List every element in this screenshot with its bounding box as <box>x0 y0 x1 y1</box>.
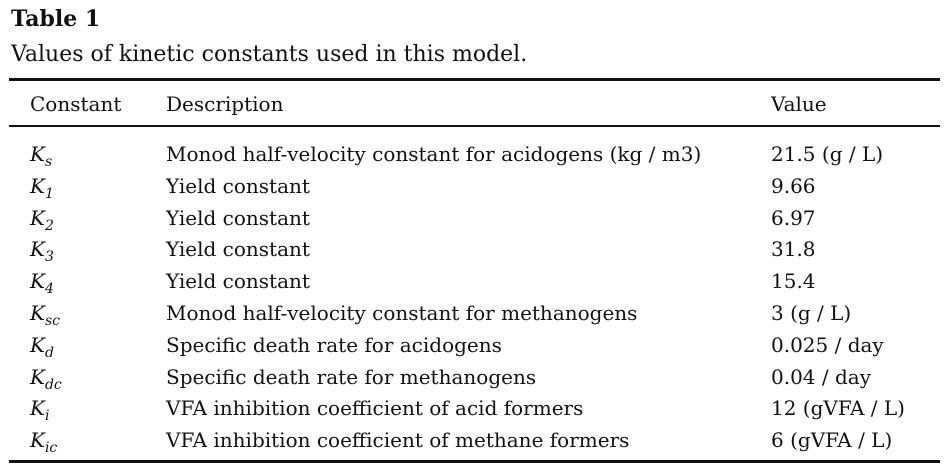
table-row <box>0 426 950 458</box>
table-body <box>0 140 950 458</box>
value-cell: 0.025 / day <box>771 332 884 357</box>
value-cell: 0.04 / day <box>771 364 872 389</box>
symbol-base: K <box>30 364 45 389</box>
value-cell: 6.97 <box>771 205 816 230</box>
bottom-rule <box>9 460 940 463</box>
description-cell: Yield constant <box>166 173 310 198</box>
constant-symbol <box>30 299 60 327</box>
table-title: Table 1 <box>11 6 101 32</box>
description-cell: VFA inhibition coefficient of methane formers <box>166 428 630 453</box>
value-cell: 12 (gVFA / L) <box>771 396 905 421</box>
value-cell: 31.8 <box>771 237 816 262</box>
value-cell: 21.5 (g / L) <box>771 142 884 166</box>
table-row <box>0 394 950 426</box>
symbol-subscript: dc <box>44 376 62 393</box>
constant-symbol <box>30 363 62 391</box>
symbol-subscript: sc <box>44 312 60 329</box>
symbol-base: K <box>30 142 45 166</box>
header-value: Value <box>771 92 827 116</box>
constant-symbol <box>30 394 50 425</box>
table-row <box>0 140 950 172</box>
table-row <box>0 363 950 395</box>
description-cell: Yield constant <box>166 269 310 294</box>
constant-symbol <box>30 331 54 359</box>
symbol-subscript: 4 <box>44 281 54 298</box>
symbol-base: K <box>30 428 45 453</box>
symbol-subscript: d <box>44 344 54 361</box>
value-cell: 3 (g / L) <box>771 300 852 325</box>
value-cell: 9.66 <box>771 173 816 198</box>
constant-symbol <box>30 235 54 266</box>
symbol-subscript: i <box>44 408 50 425</box>
symbol-base: K <box>30 300 45 325</box>
symbol-subscript: 2 <box>44 217 54 234</box>
symbol-base: K <box>30 237 45 262</box>
constant-symbol <box>30 204 54 232</box>
symbol-base: K <box>30 173 45 198</box>
table-row <box>0 172 950 204</box>
value-cell: 6 (gVFA / L) <box>771 428 893 453</box>
symbol-base: K <box>30 332 45 357</box>
header-constant: Constant <box>30 92 122 116</box>
description-cell: VFA inhibition coefficient of acid formers <box>166 396 584 421</box>
constant-symbol <box>30 140 52 168</box>
constant-symbol <box>30 267 54 298</box>
table-row <box>0 267 950 299</box>
symbol-base: K <box>30 396 45 421</box>
constant-symbol <box>30 172 54 200</box>
table-row <box>0 204 950 236</box>
table-caption: Values of kinetic constants used in this model. <box>11 42 528 67</box>
table-row <box>0 331 950 363</box>
header-description: Description <box>166 92 284 116</box>
symbol-subscript: ic <box>44 440 58 457</box>
table-row <box>0 235 950 267</box>
symbol-base: K <box>30 269 45 294</box>
table-row <box>0 299 950 331</box>
constant-symbol <box>30 426 58 457</box>
description-cell: Monod half-velocity constant for methanogens <box>166 300 638 325</box>
symbol-subscript: s <box>44 154 53 170</box>
description-cell: Specific death rate for methanogens <box>166 364 537 389</box>
description-cell: Specific death rate for acidogens <box>166 332 502 357</box>
description-cell: Yield constant <box>166 237 310 262</box>
symbol-subscript: 3 <box>44 249 54 266</box>
top-rule <box>9 78 940 81</box>
description-cell: Monod half-velocity constant for acidogens (kg / m3) <box>166 142 702 166</box>
symbol-base: K <box>30 205 45 230</box>
header-rule <box>9 125 940 127</box>
value-cell: 15.4 <box>771 269 816 294</box>
description-cell: Yield constant <box>166 205 310 230</box>
symbol-subscript: 1 <box>44 185 54 202</box>
